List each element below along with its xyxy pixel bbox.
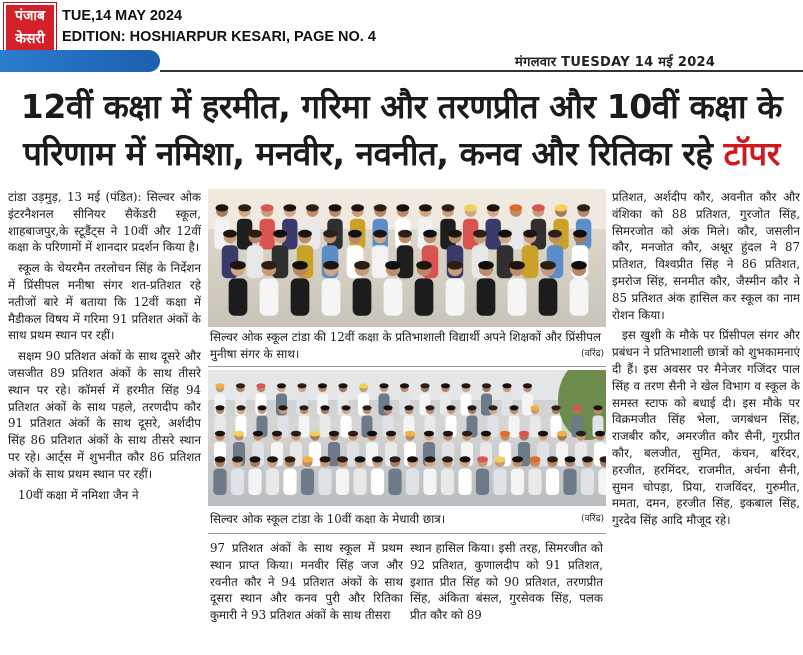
person-silhouette xyxy=(476,456,489,495)
person-silhouette xyxy=(320,405,331,437)
person-silhouette xyxy=(282,204,297,249)
person-silhouette xyxy=(546,456,559,495)
person-silhouette xyxy=(322,261,341,316)
headline-highlight: टॉपर xyxy=(723,134,780,173)
person-silhouette xyxy=(266,456,279,495)
masthead-date: मंगलवार TUESDAY 14 मई 2024 xyxy=(515,55,716,70)
person-silhouette xyxy=(260,204,275,249)
person-silhouette xyxy=(291,261,310,316)
person-silhouette xyxy=(372,230,389,278)
article-column-1 xyxy=(8,189,201,655)
group-photo-10 xyxy=(208,370,606,506)
article-column-4 xyxy=(612,189,800,655)
person-silhouette xyxy=(508,204,523,249)
masthead-banner xyxy=(0,50,160,72)
logo-line-2: केसरी xyxy=(15,31,45,47)
article-column-2 xyxy=(210,540,403,655)
person-silhouette xyxy=(353,261,372,316)
photo-credit-2: (वरिंद्र) xyxy=(581,514,604,524)
person-silhouette xyxy=(415,261,434,316)
paragraph: सक्षम 90 प्रतिशत अंकों के साथ दूसरे और जसजीत 89 प्रतिशत अंकों के साथ तीसरे स्थान पर रहे। कॉमर्स में हरमीत सिंह 94 प्रतिशत अंकों के साथ पहले, तरणदीप कौर 91 प्रतिशत अंकों के साथ दूसरे, अर्शदीप सिंह 86 प्रतिशत अंकों के साथ तीसरे स्थान पर रहे। आर्ट्स में शुभनीत कौर 86 प्रतिशत अंकों के साथ प्रथम स्थान पर रहीं। xyxy=(8,349,201,481)
person-silhouette xyxy=(508,261,527,316)
person-silhouette xyxy=(581,456,594,495)
paragraph: प्रतिशत, अर्शदीप कौर, अवनीत कौर और वंशिका को 88 प्रतिशत, गुरजोत सिंह, सिमरजोत को अंक मिले। कौर, जसलीन कौर, मनजोत कौर, अश्नूर हुंदल ने 87 प्रतिशत, विश्वप्रीत सिंह ने 86 प्रतिशत, इमरोज सिंह, सनमीत कौर, जैस्मीन कौर ने 85 प्रतिशत अंक हासिल कर स्कूल का नाम रोशन किया। xyxy=(612,190,800,322)
logo-line-1: पंजाब xyxy=(15,8,45,24)
person-silhouette xyxy=(511,456,524,495)
caption-text-2: सिल्वर ओक स्कूल टांडा के 10वीं कक्षा के मेधावी छात्र। xyxy=(210,512,446,526)
paragraph: स्थान हासिल किया। इसी तरह, सिमरजीत को 92 प्रतिशत, कुणालदीप को 91 प्रतिशत, इशात प्रीत सिंह को 90 प्रतिशत, तरणप्रीत सिंह, अंकिता बंसल, गुरसेवक सिंह, पलक प्रीत कौर को 89 xyxy=(410,541,603,623)
photo-class-10-toppers xyxy=(208,370,606,506)
person-silhouette xyxy=(446,261,465,316)
person-silhouette xyxy=(477,261,496,316)
article-column-3 xyxy=(410,540,603,655)
photo-caption-1 xyxy=(210,329,604,363)
headline xyxy=(0,83,803,177)
person-silhouette xyxy=(248,456,261,495)
person-silhouette xyxy=(406,456,419,495)
person-silhouette xyxy=(353,456,366,495)
person-silhouette xyxy=(237,204,252,249)
paragraph: स्कूल के चेयरमैन तरलोचन सिंह के निर्देशन में प्रिंसीपल मनीषा संगर शत-प्रतिशत रहे नतीजों बारे में बताया कि 12वीं कक्षा में मैडीकल विषय में गरिमा 91 प्रतिशत अंकों के साथ प्रथम स्थान पर रहीं। xyxy=(8,261,201,343)
person-silhouette xyxy=(531,204,546,249)
headline-line-2-text: परिणाम में नमिशा, मनवीर, नवनीत, कनव और रितिका रहे xyxy=(23,134,713,173)
person-silhouette xyxy=(247,230,264,278)
person-silhouette xyxy=(486,204,501,249)
punjab-kesari-logo xyxy=(4,3,56,55)
person-silhouette xyxy=(229,261,248,316)
person-silhouette xyxy=(493,456,506,495)
person-silhouette xyxy=(371,456,384,495)
person-silhouette xyxy=(384,261,403,316)
person-silhouette xyxy=(231,456,244,495)
photo-caption-2 xyxy=(210,511,604,528)
issue-date: TUE,14 MAY 2024 xyxy=(62,8,183,24)
headline-line-2 xyxy=(0,130,803,177)
person-silhouette xyxy=(458,456,471,495)
edition-meta xyxy=(62,6,376,48)
headline-line-1: 12वीं कक्षा में हरमीत, गरिमा और तरणप्रीत और 10वीं कक्षा के xyxy=(20,87,783,126)
person-silhouette xyxy=(301,456,314,495)
person-silhouette xyxy=(463,204,478,249)
photo-credit-1: (वरिंद्र) xyxy=(581,349,604,359)
person-silhouette xyxy=(509,405,520,437)
person-silhouette xyxy=(388,456,401,495)
masthead-rule xyxy=(160,70,803,72)
person-silhouette xyxy=(423,456,436,495)
person-silhouette xyxy=(570,261,589,316)
photo-class-12-toppers xyxy=(208,189,606,327)
person-silhouette xyxy=(318,456,331,495)
person-silhouette xyxy=(283,456,296,495)
caption-divider xyxy=(208,533,606,534)
person-silhouette xyxy=(336,456,349,495)
person-silhouette xyxy=(563,456,576,495)
paragraph: 10वीं कक्षा में नमिशा जैन ने xyxy=(18,487,139,502)
edition-info: EDITION: HOSHIARPUR KESARI, PAGE NO. 4 xyxy=(62,29,376,45)
group-photo-12 xyxy=(208,189,606,327)
masthead-strip xyxy=(0,50,803,74)
paragraph: टांडा उड़मुड़, 13 मई (पंडित): सिल्वर ओक इंटरनैशनल सीनियर सैकेंडरी स्कूल, शाहबाजपुर,के स्टूडैंट्स ने 10वीं और 12वीं कक्षा के परिणामों में शानदार प्रदर्शन किया है। xyxy=(8,190,201,255)
person-silhouette xyxy=(522,230,539,278)
caption-text-1: सिल्वर ओक स्कूल टांडा की 12वीं कक्षा के प्रतिभाशाली विद्यार्थी अपने शिक्षकों और प्रिंसीपल मुनीषा संगर के साथ। xyxy=(210,330,601,361)
paragraph: 97 प्रतिशत अंकों के साथ स्कूल में प्रथम स्थान प्राप्त किया। मनवीर सिंह जज और रवनीत कौर ने 94 प्रतिशत अंकों के साथ दूसरा स्थान और कनव पुरी और रितिका कुमारी ने 93 प्रतिशत अंकों के साथ तीसरा xyxy=(210,541,403,623)
person-silhouette xyxy=(260,261,279,316)
person-silhouette xyxy=(528,456,541,495)
person-silhouette xyxy=(539,261,558,316)
caption-divider xyxy=(208,366,606,367)
paragraph: इस खुशी के मौके पर प्रिंसीपल संगर और प्रबंधन ने प्रतिभाशाली छात्रों को शुभकामनाएं दी हैं। इस अवसर पर मैनेजर गजिंदर पाल सिंह व तरण सैनी ने खेल विभाग व स्कूल के समस्त स्टाफ को बधाई दी। इस मौके पर विक्रमजीत सिंह भेला, जगबंधन सिंह, राजबीर कौर, अमरजीत कौर सैनी, गुरप्रीत कौर, बलजीत, सुमित, कंचन, बरिंदर, हरजीत, हरमिंदर, राजमीत, अर्चना सैनी, सुमन चोपड़ा, प्रिया, राजविंदर, गुरुमीत, ममता, दमन, हरजीत सिंह, इकबाल सिंह, गुरदेव सिंह आदि मौजूद रहे। xyxy=(612,328,800,528)
person-silhouette xyxy=(213,456,226,495)
person-silhouette xyxy=(441,456,454,495)
